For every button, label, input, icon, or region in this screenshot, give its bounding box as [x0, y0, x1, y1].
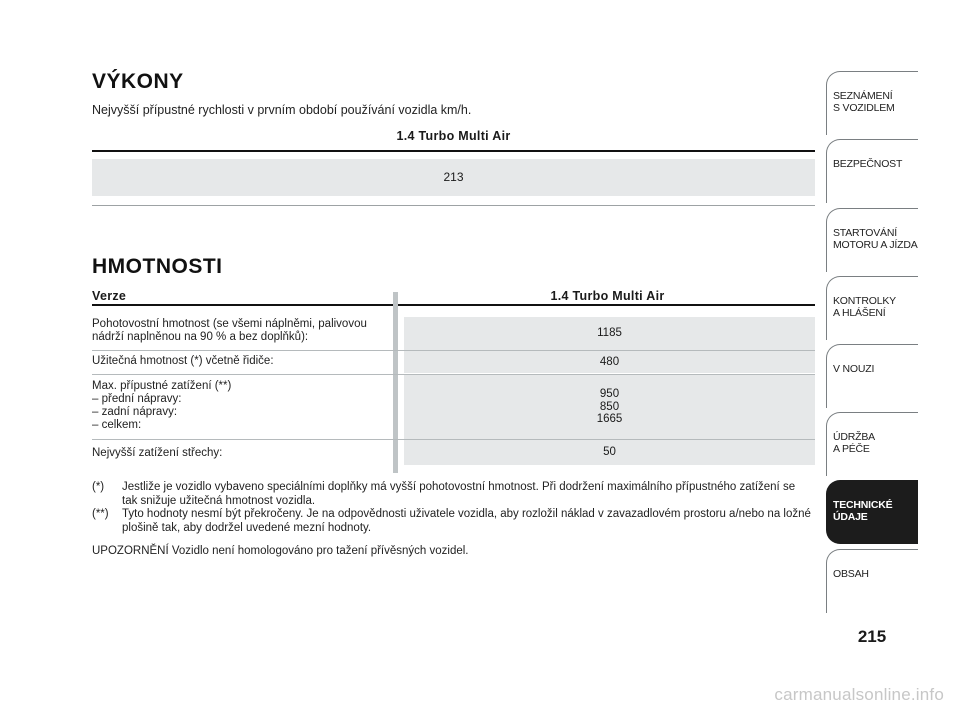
mass-row-value: [404, 375, 815, 439]
warning-note: UPOZORNĚNÍ Vozidlo není homologováno pro tažení přívěsných vozidel.: [92, 545, 469, 557]
chapter-tab-label: V NOUZI: [833, 363, 875, 375]
chapter-tab[interactable]: [826, 208, 918, 272]
performance-intro: Nejvyšší přípustné rychlosti v prvním období používání vozidla km/h.: [92, 103, 472, 117]
masses-col-header-version: Verze: [92, 289, 127, 303]
watermark: carmanualsonline.info: [774, 685, 944, 704]
chapter-tab[interactable]: [826, 139, 918, 203]
footnote: [92, 481, 812, 508]
mass-row-value: [404, 440, 815, 465]
chapter-tab-label: OBSAH: [833, 568, 869, 580]
chapter-tab-label: KONTROLKY A HLÁŠENÍ: [833, 295, 896, 319]
mass-value: 950: [599, 388, 620, 401]
masses-column-divider: [393, 292, 398, 473]
performance-value-row: [92, 159, 815, 196]
mass-value: 1665: [596, 413, 623, 426]
mass-row-label: Max. přípustné zatížení (**) – přední nápravy: – zadní nápravy: – celkem:: [92, 380, 232, 431]
performance-header-rule: [92, 150, 815, 152]
masses-col-header-engine: 1.4 Turbo Multi Air: [550, 289, 665, 303]
chapter-tab-label: STARTOVÁNÍ MOTORU A JÍZDA: [833, 227, 918, 251]
max-speed-value: 213: [443, 170, 464, 184]
chapter-tab[interactable]: [826, 549, 918, 613]
chapter-tab[interactable]: [826, 276, 918, 340]
chapter-tab[interactable]: [826, 480, 918, 544]
mass-row-label: Nejvyšší zatížení střechy:: [92, 447, 223, 459]
chapter-tab[interactable]: [826, 71, 918, 135]
chapter-tab-label: BEZPEČNOST: [833, 158, 903, 170]
mass-value: 480: [599, 355, 620, 368]
section-title-performance: VÝKONY: [92, 70, 184, 93]
mass-row-value: [404, 351, 815, 373]
masses-header-rule: [92, 304, 815, 306]
chapter-tab-label: SEZNÁMENÍ S VOZIDLEM: [833, 90, 895, 114]
footnote-text: Tyto hodnoty nesmí být překročeny. Je na odpovědnosti uživatele vozidla, aby rozložil náklad v zavazadlovém prostoru a/nebo na ložné plošině tak, aby dodržel uvedené mezní hodnoty.: [122, 508, 811, 534]
footnote-text: Jestliže je vozidlo vybaveno speciálními doplňky má vyšší pohotovostní hmotnost. Při dodržení maximálního přípustného zatížení se tak snižuje užitečná hmotnost vozidla.: [122, 481, 796, 507]
footnote-mark: (*): [92, 481, 105, 493]
mass-row-separator: [92, 350, 815, 351]
performance-bottom-rule: [92, 205, 815, 206]
chapter-tab-label: ÚDRŽBA A PÉČE: [833, 431, 875, 455]
mass-row-separator: [92, 439, 815, 440]
mass-value: 50: [603, 446, 616, 459]
page-number: 215: [857, 627, 887, 646]
chapter-tab[interactable]: [826, 344, 918, 408]
section-title-masses: HMOTNOSTI: [92, 255, 223, 278]
mass-row-value: [404, 317, 815, 350]
mass-value: 1185: [597, 327, 622, 340]
mass-row-label: Pohotovostní hmotnost (se všemi náplněmi, palivovou nádrží naplněnou na 90 % a bez doplňků):: [92, 318, 367, 343]
footnote: [92, 508, 812, 535]
chapter-tab-label: TECHNICKÉ ÚDAJE: [833, 499, 893, 523]
mass-value: 850: [599, 400, 620, 413]
mass-row-separator: [92, 374, 815, 375]
performance-engine-header: 1.4 Turbo Multi Air: [396, 129, 511, 143]
footnote-mark: (**): [92, 508, 109, 520]
mass-row-label: Užitečná hmotnost (*) včetně řidiče:: [92, 355, 274, 367]
chapter-tab[interactable]: [826, 412, 918, 476]
